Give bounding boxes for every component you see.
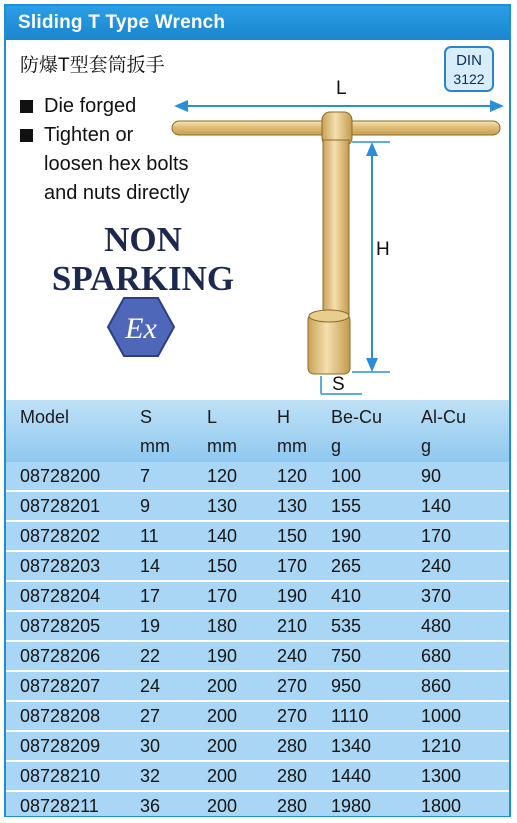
col-unit-l: mm bbox=[207, 436, 237, 456]
chinese-subtitle: 防爆T型套筒扳手 bbox=[20, 55, 165, 76]
table-cell: 08728206 bbox=[20, 646, 101, 666]
table-cell: 190 bbox=[331, 526, 362, 546]
page-title: Sliding T Type Wrench bbox=[18, 12, 226, 33]
table-cell: 370 bbox=[421, 586, 452, 606]
table-cell: 265 bbox=[331, 556, 362, 576]
table-cell: 240 bbox=[277, 646, 308, 666]
table-cell: 08728207 bbox=[20, 676, 101, 696]
table-cell: 130 bbox=[277, 496, 308, 516]
table-cell: 08728211 bbox=[20, 796, 99, 816]
wrench-drawing bbox=[6, 6, 509, 400]
table-cell: 08728203 bbox=[20, 556, 101, 576]
table-cell: 200 bbox=[207, 766, 238, 786]
table-cell: 1210 bbox=[421, 736, 462, 756]
table-cell: 480 bbox=[421, 616, 452, 636]
table-cell: 08728205 bbox=[20, 616, 101, 636]
table-cell: 7 bbox=[140, 466, 151, 486]
table-cell: 08728201 bbox=[20, 496, 101, 516]
table-row bbox=[6, 762, 509, 792]
table-cell: 1440 bbox=[331, 766, 372, 786]
table-cell: 170 bbox=[207, 586, 238, 606]
table-row bbox=[6, 612, 509, 642]
table-row bbox=[6, 462, 509, 492]
table-row bbox=[6, 492, 509, 522]
table-cell: 1300 bbox=[421, 766, 462, 786]
feature-text: and nuts directly bbox=[44, 182, 190, 204]
length-dimension bbox=[174, 78, 504, 112]
table-cell: 130 bbox=[207, 496, 238, 516]
table-cell: 08728210 bbox=[20, 766, 101, 786]
din-number: 3122 bbox=[453, 71, 485, 87]
col-header-h: H bbox=[277, 407, 290, 427]
table-cell: 17 bbox=[140, 586, 161, 606]
table-cell: 270 bbox=[277, 706, 308, 726]
table-cell: 30 bbox=[140, 736, 161, 756]
socket-dimension bbox=[321, 374, 362, 395]
table-cell: 155 bbox=[331, 496, 362, 516]
table-cell: 200 bbox=[207, 796, 238, 816]
table-cell: 27 bbox=[140, 706, 161, 726]
col-header-al-cu: Al-Cu bbox=[421, 407, 467, 427]
ex-symbol: Ex bbox=[125, 312, 157, 345]
table-row bbox=[6, 672, 509, 702]
table-cell: 08728202 bbox=[20, 526, 101, 546]
table-cell: 24 bbox=[140, 676, 161, 696]
table-row bbox=[6, 732, 509, 762]
feature-text: Tighten or bbox=[44, 124, 134, 146]
product-card bbox=[4, 4, 511, 817]
table-cell: 535 bbox=[331, 616, 362, 636]
table-cell: 190 bbox=[277, 586, 308, 606]
table-cell: 170 bbox=[277, 556, 308, 576]
table-cell: 150 bbox=[277, 526, 308, 546]
table-cell: 410 bbox=[331, 586, 362, 606]
table-cell: 280 bbox=[277, 736, 308, 756]
table-cell: 280 bbox=[277, 796, 308, 816]
col-unit-h: mm bbox=[277, 436, 307, 456]
table-cell: 22 bbox=[140, 646, 161, 666]
table-cell: 200 bbox=[207, 676, 238, 696]
wrench-shaft bbox=[323, 140, 349, 320]
table-cell: 140 bbox=[207, 526, 238, 546]
table-cell: 9 bbox=[140, 496, 151, 516]
table-cell: 190 bbox=[207, 646, 238, 666]
table-cell: 210 bbox=[277, 616, 308, 636]
col-unit-s: mm bbox=[140, 436, 170, 456]
table-cell: 750 bbox=[331, 646, 362, 666]
height-dimension bbox=[352, 142, 390, 372]
table-cell: 90 bbox=[421, 466, 442, 486]
table-row bbox=[6, 792, 509, 822]
feature-text: Die forged bbox=[44, 95, 137, 117]
din-label: DIN bbox=[456, 52, 482, 69]
table-row bbox=[6, 522, 509, 552]
table-cell: 200 bbox=[207, 736, 238, 756]
col-header-s: S bbox=[140, 407, 153, 427]
table-cell: 170 bbox=[421, 526, 452, 546]
table-cell: 100 bbox=[331, 466, 362, 486]
table-cell: 1110 bbox=[331, 706, 369, 726]
non-sparking-line2: SPARKING bbox=[51, 259, 235, 298]
table-cell: 280 bbox=[277, 766, 308, 786]
table-cell: 200 bbox=[207, 706, 238, 726]
table-cell: 1340 bbox=[331, 736, 372, 756]
table-header bbox=[6, 400, 509, 462]
table-cell: 11 bbox=[140, 526, 159, 546]
table-cell: 950 bbox=[331, 676, 362, 696]
col-header-model: Model bbox=[20, 407, 70, 427]
table-cell: 680 bbox=[421, 646, 452, 666]
table-cell: 860 bbox=[421, 676, 452, 696]
table-cell: 270 bbox=[277, 676, 308, 696]
table-cell: 1980 bbox=[331, 796, 372, 816]
table-cell: 140 bbox=[421, 496, 452, 516]
table-row bbox=[6, 642, 509, 672]
table-cell: 1800 bbox=[421, 796, 462, 816]
socket-head bbox=[308, 314, 350, 374]
length-label: L bbox=[336, 78, 347, 99]
table-cell: 19 bbox=[140, 616, 161, 636]
height-label: H bbox=[376, 239, 390, 260]
col-header-be-cu: Be-Cu bbox=[331, 407, 383, 427]
col-unit-al-cu: g bbox=[421, 436, 432, 456]
col-header-l: L bbox=[207, 407, 218, 427]
spec-table bbox=[6, 400, 509, 816]
table-row bbox=[6, 582, 509, 612]
table-cell: 08728200 bbox=[20, 466, 101, 486]
feature-text: loosen hex bolts bbox=[44, 153, 189, 175]
table-cell: 120 bbox=[207, 466, 238, 486]
table-cell: 1000 bbox=[421, 706, 462, 726]
table-row bbox=[6, 552, 509, 582]
table-cell: 240 bbox=[421, 556, 452, 576]
table-cell: 36 bbox=[140, 796, 161, 816]
col-unit-be-cu: g bbox=[331, 436, 342, 456]
table-cell: 180 bbox=[207, 616, 238, 636]
table-cell: 150 bbox=[207, 556, 238, 576]
table-cell: 14 bbox=[140, 556, 161, 576]
socket-label: S bbox=[332, 374, 345, 395]
table-cell: 08728209 bbox=[20, 736, 101, 756]
table-cell: 08728208 bbox=[20, 706, 101, 726]
table-cell: 32 bbox=[140, 766, 161, 786]
table-cell: 08728204 bbox=[20, 586, 101, 606]
table-row bbox=[6, 702, 509, 732]
table-cell: 120 bbox=[277, 466, 308, 486]
non-sparking-line1: NON bbox=[104, 220, 182, 259]
